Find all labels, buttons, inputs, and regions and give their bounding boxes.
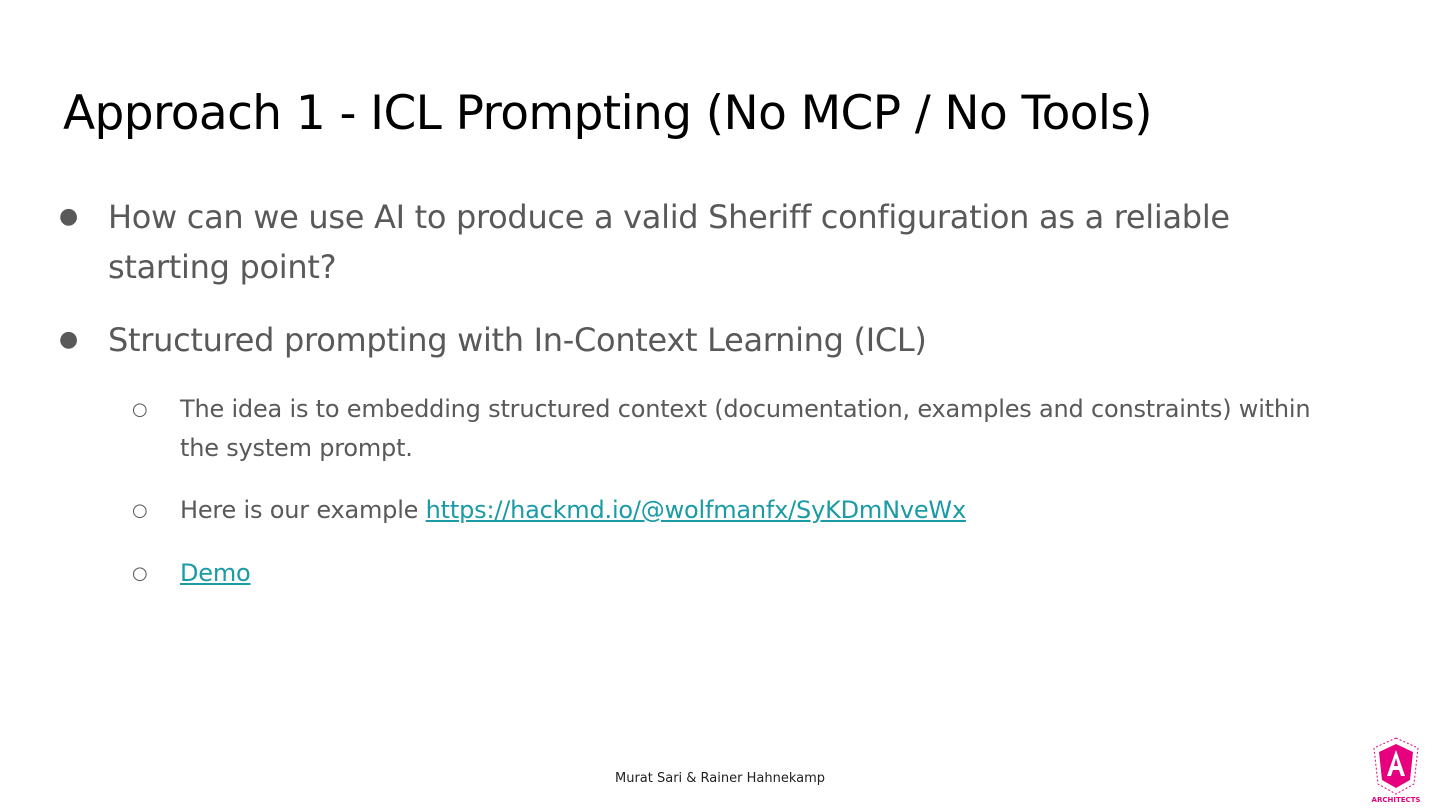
slide-title: Approach 1 - ICL Prompting (No MCP / No Tools): [63, 86, 1152, 141]
sub-bullet-prefix: Here is our example: [180, 496, 426, 524]
bullet-marker: ●: [59, 204, 79, 229]
sub-bullet-text: [180, 491, 1350, 530]
bullet-marker: ●: [59, 327, 79, 352]
angular-architects-logo-icon: [1370, 736, 1422, 804]
logo-text: ARCHITECTS: [1371, 796, 1421, 804]
bullet-text: How can we use AI to produce a valid Sheriff configuration as a reliable starting point?: [108, 198, 1230, 286]
hackmd-link[interactable]: https://hackmd.io/@wolfmanfx/SyKDmNveWx: [425, 496, 966, 524]
sub-bullet-marker: ○: [132, 399, 148, 420]
sub-bullet-marker: ○: [132, 500, 148, 521]
demo-link[interactable]: Demo: [180, 559, 251, 587]
sub-bullet-text: [180, 554, 1350, 593]
sub-bullet-text: The idea is to embedding structured context (documentation, examples and constraints) within the system prompt.: [180, 395, 1311, 462]
sub-bullet-marker: ○: [132, 563, 148, 584]
bullet-text: Structured prompting with In-Context Learning (ICL): [108, 321, 927, 359]
slide-footer: Murat Sari & Rainer Hahnekamp: [614, 771, 825, 786]
